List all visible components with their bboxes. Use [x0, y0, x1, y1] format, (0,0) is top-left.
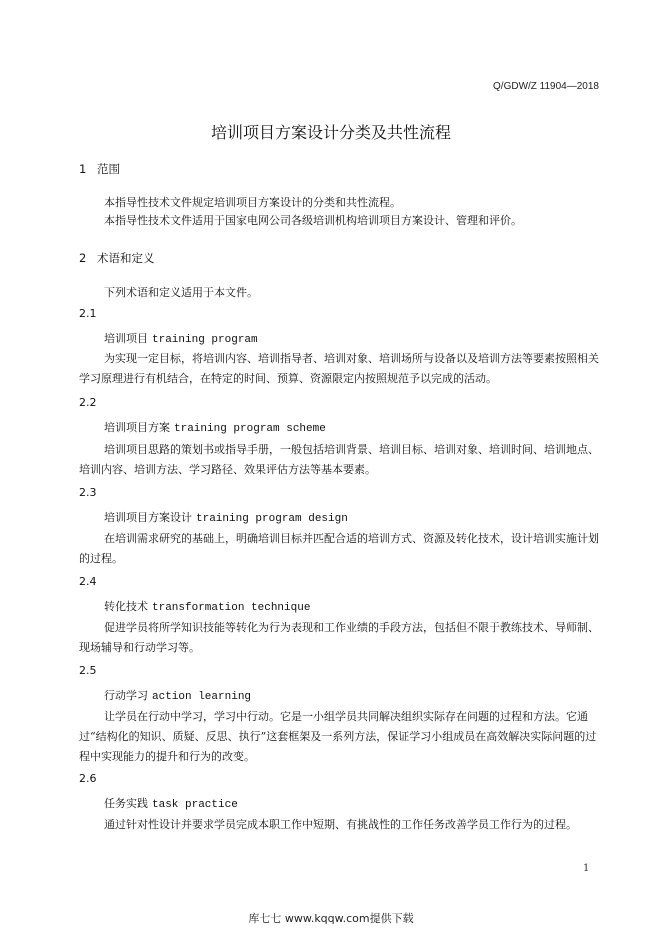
term-definition: 在培训需求研究的基础上，明确培训目标并匹配合适的培训方式、资源及转化技术，设计培训实施计划的过程。 — [79, 532, 599, 565]
document-title: 培训项目方案设计分类及共性流程 — [210, 123, 451, 142]
page-number: 1 — [583, 863, 590, 874]
term-definition: 让学员在行动中学习，学习中行动。它是一小组学员共同解决组织实际存在问题的过程和方法。它通过“结构化的知识、质疑、反思、执行”这套框架及一系列方法，保证学习小组成员在高效解决实际问题的过程中实现能力的提升和行为的改变。 — [79, 710, 597, 763]
term-en: transformation technique — [152, 602, 311, 614]
term-cn: 转化技术 — [104, 600, 148, 613]
term-heading — [104, 687, 251, 703]
footer-download-note: 库七七 www.kqqw.com提供下载 — [248, 912, 414, 925]
term-heading — [104, 795, 238, 811]
term-heading — [104, 598, 310, 614]
term-number: 2.5 — [79, 664, 97, 677]
term-en: task practice — [152, 799, 238, 811]
section-number: 2 — [79, 251, 87, 265]
term-cn: 行动学习 — [104, 689, 148, 702]
section-number: 1 — [79, 162, 87, 176]
term-en: training program — [152, 334, 258, 346]
term-definition: 促进学员将所学知识技能等转化为行为表现和工作业绩的手段方法，包括但不限于教练技术、导师制、现场辅导和行动学习等。 — [79, 621, 599, 654]
term-number: 2.6 — [79, 772, 97, 785]
term-cn: 培训项目方案设计 — [104, 511, 192, 524]
standard-code: Q/GDW/Z 11904—2018 — [493, 81, 599, 92]
term-cn: 培训项目方案 — [104, 421, 170, 434]
term-en: training program design — [196, 513, 348, 525]
term-cn: 任务实践 — [104, 797, 148, 810]
term-cn: 培训项目 — [104, 332, 148, 345]
term-en: training program scheme — [174, 423, 326, 435]
term-number: 2.4 — [79, 575, 97, 588]
section-title: 术语和定义 — [97, 251, 155, 265]
scope-paragraph-2: 本指导性技术文件适用于国家电网公司各级培训机构培训项目方案设计、管理和评价。 — [104, 214, 522, 227]
term-number: 2.1 — [79, 307, 97, 320]
term-number: 2.2 — [79, 396, 97, 409]
section-title: 范围 — [97, 162, 120, 176]
term-heading — [104, 330, 258, 346]
term-definition: 培训项目思路的策划书或指导手册，一般包括培训背景、培训目标、培训对象、培训时间、培训地点、培训内容、培训方法、学习路径、效果评估方法等基本要素。 — [79, 443, 599, 476]
term-heading — [104, 509, 348, 525]
scope-paragraph-1: 本指导性技术文件规定培训项目方案设计的分类和共性流程。 — [104, 196, 401, 209]
terms-intro: 下列术语和定义适用于本文件。 — [104, 286, 258, 299]
term-heading — [104, 419, 326, 435]
term-definition: 通过针对性设计并要求学员完成本职工作中短期、有挑战性的工作任务改善学员工作行为的过程。 — [104, 818, 577, 831]
section-2-heading — [79, 250, 155, 266]
term-en: action learning — [152, 691, 252, 703]
term-number: 2.3 — [79, 486, 97, 499]
term-definition: 为实现一定目标，将培训内容、培训指导者、培训对象、培训场所与设备以及培训方法等要素按照相关学习原理进行有机结合，在特定的时间、预算、资源限定内按照规范予以完成的活动。 — [79, 352, 599, 385]
section-1-heading — [79, 161, 120, 177]
